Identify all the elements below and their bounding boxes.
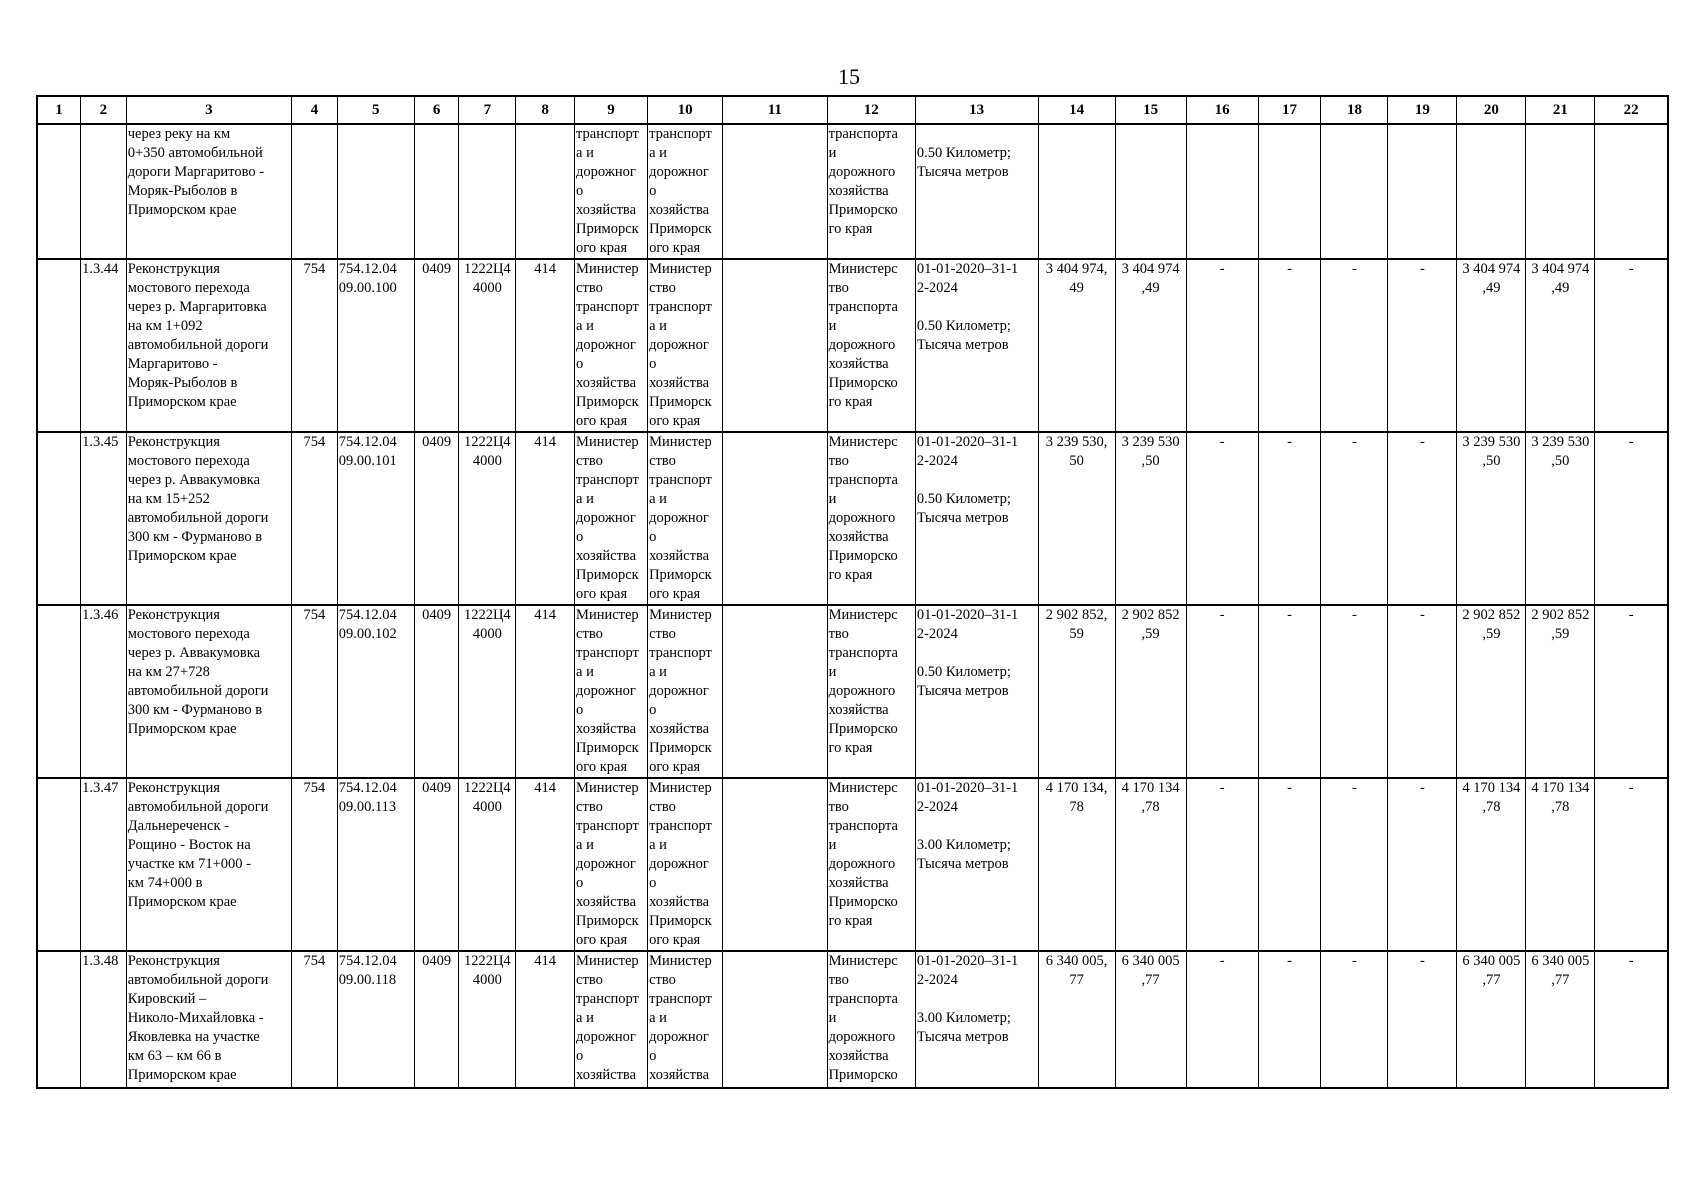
cell-capacity: 0.50 Километр; Тысяча метров	[916, 664, 1011, 699]
cell-amount	[1388, 124, 1457, 259]
cell-object-name: Реконструкция мостового перехода через р. Аввакумовка на км 27+728 автомобильной дороги 300 км - Фурманово в Приморском крае	[126, 605, 291, 778]
cell-object-code: 754.12.04 09.00.101	[337, 432, 414, 605]
cell-item-code: 1.3.44	[81, 259, 127, 432]
cell-item-code: 1.3.47	[81, 778, 127, 951]
cell-section-code: 0409	[414, 259, 459, 432]
cell-section-code: 0409	[414, 951, 459, 1088]
cell-dates-capacity	[915, 124, 1038, 259]
cell-dates-capacity	[915, 605, 1038, 778]
cell-column-11	[723, 605, 827, 778]
cell-item-code	[81, 124, 127, 259]
column-header: 5	[337, 96, 414, 124]
table-row	[37, 951, 1668, 1088]
cell-row-number	[37, 778, 81, 951]
column-header: 16	[1186, 96, 1258, 124]
cell-row-number	[37, 951, 81, 1088]
cell-amount	[1038, 124, 1115, 259]
cell-dates-capacity	[915, 951, 1038, 1088]
cell-capacity: 0.50 Километр; Тысяча метров	[916, 491, 1011, 526]
cell-ministry-code: 754	[292, 259, 338, 432]
cell-customer: Министерс тво транспорта и дорожного хозяйства Приморско го края	[827, 259, 915, 432]
cell-column-11	[723, 259, 827, 432]
cell-dates-capacity	[915, 259, 1038, 432]
cell-expense-type: 414	[516, 778, 575, 951]
cell-object-name: через реку на км 0+350 автомобильной дороги Маргаритово - Моряк-Рыболов в Приморском крае	[126, 124, 291, 259]
cell-amount: -	[1595, 432, 1668, 605]
cell-capacity: 3.00 Километр; Тысяча метров	[916, 1010, 1011, 1045]
cell-amount: -	[1388, 605, 1457, 778]
spacer	[917, 644, 1037, 663]
cell-row-number	[37, 605, 81, 778]
cell-amount: 2 902 852, 59	[1038, 605, 1115, 778]
table-row	[37, 432, 1668, 605]
cell-responsible-executor: Министер ство транспорт а и дорожног о хозяйства Приморск ого края	[575, 778, 648, 951]
cell-amount: -	[1388, 432, 1457, 605]
cell-customer: Министерс тво транспорта и дорожного хозяйства Приморско го края	[827, 432, 915, 605]
column-header: 21	[1526, 96, 1595, 124]
cell-amount: -	[1186, 432, 1258, 605]
cell-amount: 6 340 005 ,77	[1115, 951, 1186, 1088]
page-number: 15	[838, 64, 860, 89]
cell-section-code	[414, 124, 459, 259]
cell-amount: -	[1258, 605, 1321, 778]
cell-object-code: 754.12.04 09.00.118	[337, 951, 414, 1088]
data-table	[36, 95, 1669, 1089]
cell-row-number	[37, 259, 81, 432]
column-header: 3	[126, 96, 291, 124]
cell-ministry-code: 754	[292, 778, 338, 951]
cell-customer: Министерс тво транспорта и дорожного хозяйства Приморско го края	[827, 605, 915, 778]
cell-dates-capacity	[915, 778, 1038, 951]
cell-amount: -	[1258, 778, 1321, 951]
cell-budget-manager: Министер ство транспорт а и дорожног о хозяйства Приморск ого края	[648, 605, 723, 778]
cell-object-code	[337, 124, 414, 259]
cell-amount: -	[1321, 605, 1388, 778]
cell-amount: 3 239 530, 50	[1038, 432, 1115, 605]
column-header: 22	[1595, 96, 1668, 124]
cell-item-code: 1.3.46	[81, 605, 127, 778]
cell-amount	[1595, 124, 1668, 259]
cell-amount: -	[1595, 951, 1668, 1088]
cell-amount: 4 170 134 ,78	[1526, 778, 1595, 951]
cell-amount: 2 902 852 ,59	[1526, 605, 1595, 778]
cell-column-11	[723, 778, 827, 951]
cell-amount: -	[1388, 259, 1457, 432]
cell-object-name: Реконструкция автомобильной дороги Дальнереченск - Рощино - Восток на участке км 71+000 - км 74+000 в Приморском крае	[126, 778, 291, 951]
header-row	[37, 96, 1668, 124]
cell-target-code: 1222Ц4 4000	[459, 432, 516, 605]
cell-object-code: 754.12.04 09.00.102	[337, 605, 414, 778]
cell-amount	[1186, 124, 1258, 259]
cell-dates: 01-01-2020–31-1 2-2024	[916, 607, 1019, 642]
cell-amount: 6 340 005, 77	[1038, 951, 1115, 1088]
cell-item-code: 1.3.48	[81, 951, 127, 1088]
cell-responsible-executor: Министер ство транспорт а и дорожног о хозяйства	[575, 951, 648, 1088]
column-header: 15	[1115, 96, 1186, 124]
column-header: 13	[915, 96, 1038, 124]
cell-ministry-code	[292, 124, 338, 259]
column-header: 19	[1388, 96, 1457, 124]
cell-expense-type: 414	[516, 951, 575, 1088]
cell-amount: -	[1186, 259, 1258, 432]
cell-budget-manager: Министер ство транспорт а и дорожног о хозяйства Приморск ого края	[648, 432, 723, 605]
cell-amount: -	[1595, 605, 1668, 778]
spacer	[917, 817, 1037, 836]
cell-customer: Министерс тво транспорта и дорожного хозяйства Приморско	[827, 951, 915, 1088]
cell-amount: 2 902 852 ,59	[1115, 605, 1186, 778]
cell-budget-manager: Министер ство транспорт а и дорожног о хозяйства	[648, 951, 723, 1088]
cell-amount: 6 340 005 ,77	[1526, 951, 1595, 1088]
cell-amount: 2 902 852 ,59	[1457, 605, 1526, 778]
cell-ministry-code: 754	[292, 432, 338, 605]
cell-expense-type	[516, 124, 575, 259]
cell-object-name: Реконструкция автомобильной дороги Кировский – Николо-Михайловка - Яковлевка на участке км 63 – км 66 в Приморском крае	[126, 951, 291, 1088]
cell-column-11	[723, 432, 827, 605]
cell-amount: -	[1258, 259, 1321, 432]
cell-column-11	[723, 951, 827, 1088]
cell-ministry-code: 754	[292, 605, 338, 778]
spacer	[917, 471, 1037, 490]
cell-section-code: 0409	[414, 778, 459, 951]
cell-budget-manager: транспорт а и дорожног о хозяйства Приморск ого края	[648, 124, 723, 259]
column-header: 10	[648, 96, 723, 124]
cell-customer: транспорта и дорожного хозяйства Приморско го края	[827, 124, 915, 259]
cell-amount: 3 239 530 ,50	[1526, 432, 1595, 605]
cell-capacity: 0.50 Километр; Тысяча метров	[916, 145, 1011, 180]
cell-amount	[1457, 124, 1526, 259]
cell-amount	[1526, 124, 1595, 259]
cell-target-code: 1222Ц4 4000	[459, 951, 516, 1088]
column-header: 4	[292, 96, 338, 124]
cell-customer: Министерс тво транспорта и дорожного хозяйства Приморско го края	[827, 778, 915, 951]
cell-item-code: 1.3.45	[81, 432, 127, 605]
cell-ministry-code: 754	[292, 951, 338, 1088]
cell-capacity: 0.50 Километр; Тысяча метров	[916, 318, 1011, 353]
cell-responsible-executor: транспорт а и дорожног о хозяйства Приморск ого края	[575, 124, 648, 259]
column-header: 1	[37, 96, 81, 124]
cell-amount: -	[1186, 778, 1258, 951]
cell-object-name: Реконструкция мостового перехода через р. Маргаритовка на км 1+092 автомобильной дороги Маргаритово - Моряк-Рыболов в Приморском крае	[126, 259, 291, 432]
cell-amount: 3 404 974 ,49	[1526, 259, 1595, 432]
column-header: 12	[827, 96, 915, 124]
cell-dates: 01-01-2020–31-1 2-2024	[916, 261, 1019, 296]
spacer	[917, 298, 1037, 317]
cell-budget-manager: Министер ство транспорт а и дорожног о хозяйства Приморск ого края	[648, 259, 723, 432]
cell-expense-type: 414	[516, 432, 575, 605]
cell-expense-type: 414	[516, 259, 575, 432]
cell-responsible-executor: Министер ство транспорт а и дорожног о хозяйства Приморск ого края	[575, 605, 648, 778]
cell-amount: -	[1321, 951, 1388, 1088]
cell-object-code: 754.12.04 09.00.113	[337, 778, 414, 951]
table-row	[37, 259, 1668, 432]
cell-dates-capacity	[915, 432, 1038, 605]
cell-responsible-executor: Министер ство транспорт а и дорожног о хозяйства Приморск ого края	[575, 259, 648, 432]
cell-dates: 01-01-2020–31-1 2-2024	[916, 780, 1019, 815]
cell-object-code: 754.12.04 09.00.100	[337, 259, 414, 432]
cell-target-code: 1222Ц4 4000	[459, 605, 516, 778]
column-header: 7	[459, 96, 516, 124]
cell-expense-type: 414	[516, 605, 575, 778]
table-row	[37, 778, 1668, 951]
cell-amount: 6 340 005 ,77	[1457, 951, 1526, 1088]
column-header: 2	[81, 96, 127, 124]
cell-row-number	[37, 432, 81, 605]
cell-row-number	[37, 124, 81, 259]
cell-amount	[1321, 124, 1388, 259]
cell-amount: 3 239 530 ,50	[1457, 432, 1526, 605]
column-header: 14	[1038, 96, 1115, 124]
spacer	[917, 990, 1037, 1009]
cell-amount: -	[1321, 259, 1388, 432]
cell-amount: -	[1388, 778, 1457, 951]
column-header: 17	[1258, 96, 1321, 124]
cell-target-code: 1222Ц4 4000	[459, 778, 516, 951]
column-header: 18	[1321, 96, 1388, 124]
cell-amount: -	[1258, 432, 1321, 605]
column-header: 20	[1457, 96, 1526, 124]
cell-amount: -	[1258, 951, 1321, 1088]
cell-amount	[1258, 124, 1321, 259]
cell-amount: -	[1321, 432, 1388, 605]
cell-amount: 3 404 974, 49	[1038, 259, 1115, 432]
column-header: 6	[414, 96, 459, 124]
cell-section-code: 0409	[414, 432, 459, 605]
cell-target-code: 1222Ц4 4000	[459, 259, 516, 432]
cell-target-code	[459, 124, 516, 259]
cell-amount: 3 239 530 ,50	[1115, 432, 1186, 605]
cell-amount: 3 404 974 ,49	[1115, 259, 1186, 432]
column-header: 11	[723, 96, 827, 124]
column-header: 8	[516, 96, 575, 124]
cell-amount: -	[1186, 951, 1258, 1088]
cell-capacity: 3.00 Километр; Тысяча метров	[916, 837, 1011, 872]
cell-amount: 4 170 134, 78	[1038, 778, 1115, 951]
column-header: 9	[575, 96, 648, 124]
table-row	[37, 124, 1668, 259]
cell-amount: 3 404 974 ,49	[1457, 259, 1526, 432]
cell-column-11	[723, 124, 827, 259]
cell-budget-manager: Министер ство транспорт а и дорожног о хозяйства Приморск ого края	[648, 778, 723, 951]
cell-dates: 01-01-2020–31-1 2-2024	[916, 434, 1019, 469]
cell-amount: 4 170 134 ,78	[1115, 778, 1186, 951]
table-row	[37, 605, 1668, 778]
spacer	[917, 125, 1037, 144]
cell-amount: -	[1321, 778, 1388, 951]
cell-responsible-executor: Министер ство транспорт а и дорожног о хозяйства Приморск ого края	[575, 432, 648, 605]
cell-amount: -	[1388, 951, 1457, 1088]
cell-amount: -	[1595, 259, 1668, 432]
cell-section-code: 0409	[414, 605, 459, 778]
cell-amount	[1115, 124, 1186, 259]
cell-amount: -	[1186, 605, 1258, 778]
cell-amount: -	[1595, 778, 1668, 951]
cell-dates: 01-01-2020–31-1 2-2024	[916, 953, 1019, 988]
cell-amount: 4 170 134 ,78	[1457, 778, 1526, 951]
cell-object-name: Реконструкция мостового перехода через р. Аввакумовка на км 15+252 автомобильной дороги 300 км - Фурманово в Приморском крае	[126, 432, 291, 605]
